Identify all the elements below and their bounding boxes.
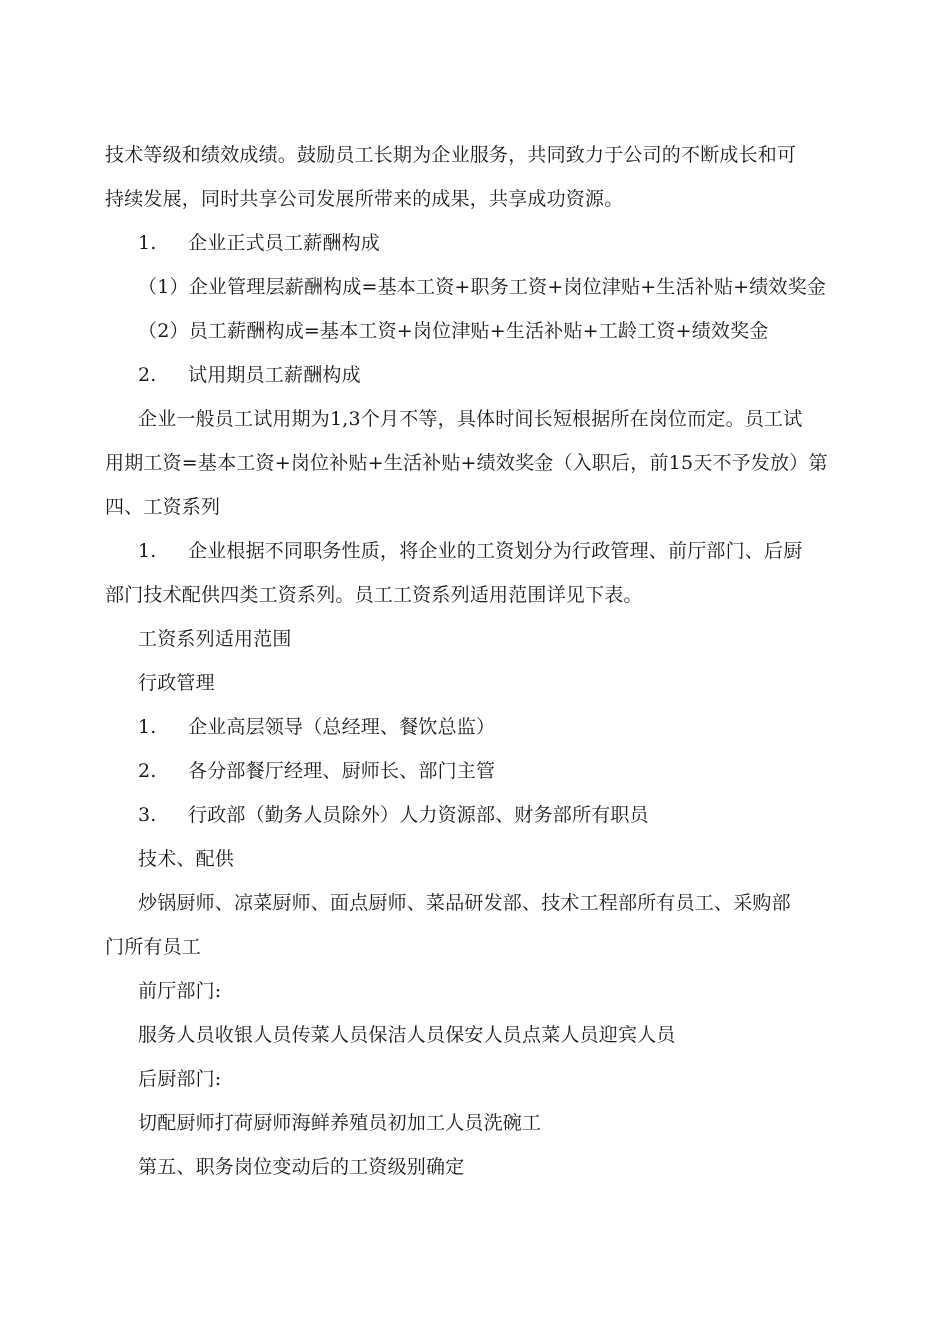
paragraph-line: 服务人员收银人员传菜人员保洁人员保安人员点菜人员迎宾人员: [138, 1024, 676, 1046]
paragraph-line: 持续发展，同时共享公司发展所带来的成果，共享成功资源。: [105, 188, 624, 210]
list-item-text: 行政部（勤务人员除外）人力资源部、财务部所有职员: [188, 804, 649, 826]
section-label: 前厅部门:: [138, 980, 222, 1002]
paragraph-line: 企业一般员工试用期为1,3个月不等，具体时间长短根据所在岗位而定。员工试: [138, 408, 803, 430]
formula-line: （1）企业管理层薪酬构成=基本工资+职务工资+岗位津贴+生活补贴+绩效奖金: [138, 276, 827, 298]
paragraph-text: 企业根据不同职务性质，将企业的工资划分为行政管理、前厅部门、后厨: [188, 540, 803, 562]
formula-line: （2）员工薪酬构成=基本工资+岗位津贴+生活补贴+工龄工资+绩效奖金: [138, 320, 769, 342]
paragraph-line: 技术等级和绩效成绩。鼓励员工长期为企业服务，共同致力于公司的不断成长和可: [105, 144, 797, 166]
paragraph-line: 部门技术配供四类工资系列。员工工资系列适用范围详见下表。: [105, 584, 643, 606]
list-item: [138, 803, 649, 827]
paragraph-line: 门所有员工: [105, 936, 202, 958]
heading-text: 企业正式员工薪酬构成: [188, 232, 381, 254]
list-number: 1.: [138, 716, 157, 738]
list-number: 3.: [138, 804, 157, 826]
section-heading: 第五、职务岗位变动后的工资级别确定: [138, 1156, 465, 1178]
section-label: 技术、配供: [138, 848, 235, 870]
paragraph-line: 用期工资=基本工资+岗位补贴+生活补贴+绩效奖金（入职后，前15天不予发放）第: [105, 452, 828, 474]
list-item-text: 企业高层领导（总经理、餐饮总监）: [188, 716, 496, 738]
list-item: [138, 759, 495, 783]
paragraph-line: 炒锅厨师、凉菜厨师、面点厨师、菜品研发部、技术工程部所有员工、采购部: [138, 892, 791, 914]
list-number: 1.: [138, 232, 157, 254]
numbered-heading: [138, 231, 380, 255]
list-number: 2.: [138, 364, 157, 386]
list-number: 1.: [138, 540, 157, 562]
list-item-text: 各分部餐厅经理、厨师长、部门主管: [188, 760, 496, 782]
paragraph-line: 四、工资系列: [105, 496, 221, 518]
list-item: [138, 715, 495, 739]
heading-text: 试用期员工薪酬构成: [188, 364, 361, 386]
numbered-paragraph: [138, 539, 802, 563]
section-label: 行政管理: [138, 672, 215, 694]
list-number: 2.: [138, 760, 157, 782]
section-label: 工资系列适用范围: [138, 628, 292, 650]
section-label: 后厨部门:: [138, 1068, 222, 1090]
numbered-heading: [138, 363, 361, 387]
paragraph-line: 切配厨师打荷厨师海鲜养殖员初加工人员洗碗工: [138, 1112, 542, 1134]
